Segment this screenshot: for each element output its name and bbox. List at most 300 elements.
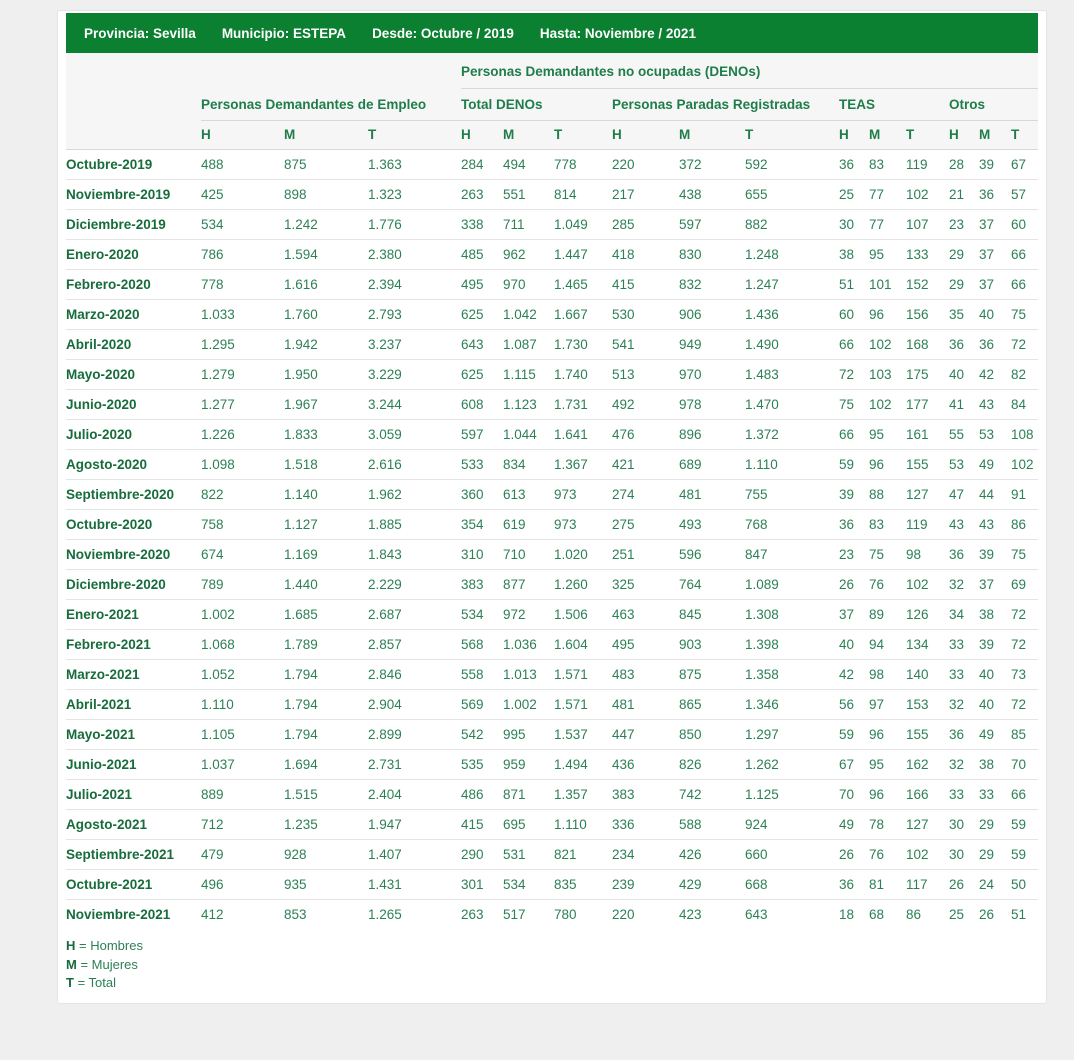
value-cell: 26 [949, 870, 979, 900]
value-cell: 1.247 [745, 270, 839, 300]
value-cell: 168 [906, 330, 949, 360]
value-cell: 970 [503, 270, 554, 300]
value-cell: 47 [949, 480, 979, 510]
value-cell: 83 [869, 510, 906, 540]
value-cell: 534 [461, 600, 503, 630]
value-cell: 1.571 [554, 660, 612, 690]
value-cell: 38 [839, 240, 869, 270]
value-cell: 274 [612, 480, 679, 510]
value-cell: 59 [839, 720, 869, 750]
value-cell: 42 [979, 360, 1011, 390]
value-cell: 1.730 [554, 330, 612, 360]
value-cell: 166 [906, 780, 949, 810]
value-cell: 84 [1011, 390, 1038, 420]
value-cell: 712 [201, 810, 284, 840]
month-label: Julio-2020 [66, 420, 201, 450]
value-cell: 301 [461, 870, 503, 900]
value-cell: 94 [869, 630, 906, 660]
value-cell: 1.002 [201, 600, 284, 630]
value-cell: 102 [906, 180, 949, 210]
subheader-t: T [745, 121, 839, 150]
table-row [66, 780, 1038, 810]
value-cell: 26 [839, 840, 869, 870]
value-cell: 57 [1011, 180, 1038, 210]
value-cell: 535 [461, 750, 503, 780]
value-cell: 695 [503, 810, 554, 840]
value-cell: 53 [979, 420, 1011, 450]
value-cell: 36 [949, 720, 979, 750]
value-cell: 495 [461, 270, 503, 300]
value-cell: 40 [839, 630, 869, 660]
value-cell: 1.776 [368, 210, 461, 240]
value-cell: 72 [1011, 330, 1038, 360]
month-label: Octubre-2020 [66, 510, 201, 540]
value-cell: 96 [869, 450, 906, 480]
value-cell: 33 [979, 780, 1011, 810]
value-cell: 40 [979, 690, 1011, 720]
value-cell: 569 [461, 690, 503, 720]
value-cell: 1.357 [554, 780, 612, 810]
value-cell: 488 [201, 150, 284, 180]
value-cell: 1.616 [284, 270, 368, 300]
subheader-t: T [368, 121, 461, 150]
value-cell: 592 [745, 150, 839, 180]
value-cell: 1.694 [284, 750, 368, 780]
value-cell: 36 [839, 870, 869, 900]
value-cell: 1.398 [745, 630, 839, 660]
value-cell: 24 [979, 870, 1011, 900]
value-cell: 156 [906, 300, 949, 330]
value-cell: 42 [839, 660, 869, 690]
value-cell: 1.447 [554, 240, 612, 270]
value-cell: 517 [503, 900, 554, 930]
value-cell: 898 [284, 180, 368, 210]
value-cell: 972 [503, 600, 554, 630]
value-cell: 822 [201, 480, 284, 510]
table-row [66, 450, 1038, 480]
value-cell: 742 [679, 780, 745, 810]
value-cell: 1.346 [745, 690, 839, 720]
value-cell: 338 [461, 210, 503, 240]
table-row [66, 300, 1038, 330]
value-cell: 485 [461, 240, 503, 270]
subheader-m: M [503, 121, 554, 150]
value-cell: 758 [201, 510, 284, 540]
value-cell: 486 [461, 780, 503, 810]
value-cell: 60 [839, 300, 869, 330]
value-cell: 49 [979, 450, 1011, 480]
value-cell: 1.967 [284, 390, 368, 420]
value-cell: 1.295 [201, 330, 284, 360]
value-cell: 26 [979, 900, 1011, 930]
value-cell: 1.833 [284, 420, 368, 450]
value-cell: 360 [461, 480, 503, 510]
legend-key: H [66, 938, 76, 953]
value-cell: 1.470 [745, 390, 839, 420]
value-cell: 60 [1011, 210, 1038, 240]
report-title-bar [66, 13, 1038, 53]
value-cell: 1.436 [745, 300, 839, 330]
value-cell: 1.277 [201, 390, 284, 420]
value-cell: 1.033 [201, 300, 284, 330]
value-cell: 1.571 [554, 690, 612, 720]
value-cell: 832 [679, 270, 745, 300]
value-cell: 217 [612, 180, 679, 210]
value-cell: 39 [979, 150, 1011, 180]
value-cell: 66 [1011, 240, 1038, 270]
value-cell: 107 [906, 210, 949, 240]
value-cell: 161 [906, 420, 949, 450]
month-column-spacer [66, 89, 201, 121]
value-cell: 30 [949, 810, 979, 840]
value-cell: 643 [461, 330, 503, 360]
table-row [66, 870, 1038, 900]
value-cell: 66 [1011, 780, 1038, 810]
value-cell: 2.899 [368, 720, 461, 750]
value-cell: 220 [612, 150, 679, 180]
table-row [66, 150, 1038, 180]
value-cell: 479 [201, 840, 284, 870]
value-cell: 1.098 [201, 450, 284, 480]
value-cell: 263 [461, 900, 503, 930]
value-cell: 1.440 [284, 570, 368, 600]
value-cell: 56 [839, 690, 869, 720]
value-cell: 674 [201, 540, 284, 570]
value-cell: 1.407 [368, 840, 461, 870]
value-cell: 72 [1011, 600, 1038, 630]
value-cell: 780 [554, 900, 612, 930]
value-cell: 102 [869, 390, 906, 420]
value-cell: 97 [869, 690, 906, 720]
value-cell: 1.242 [284, 210, 368, 240]
value-cell: 43 [979, 390, 1011, 420]
value-cell: 882 [745, 210, 839, 240]
value-cell: 778 [554, 150, 612, 180]
table-row [66, 900, 1038, 930]
value-cell: 239 [612, 870, 679, 900]
value-cell: 290 [461, 840, 503, 870]
month-label: Abril-2021 [66, 690, 201, 720]
value-cell: 263 [461, 180, 503, 210]
table-row [66, 420, 1038, 450]
table-row [66, 510, 1038, 540]
value-cell: 850 [679, 720, 745, 750]
value-cell: 72 [1011, 690, 1038, 720]
value-cell: 3.059 [368, 420, 461, 450]
value-cell: 830 [679, 240, 745, 270]
value-cell: 530 [612, 300, 679, 330]
table-row [66, 540, 1038, 570]
value-cell: 95 [869, 240, 906, 270]
value-cell: 39 [979, 630, 1011, 660]
value-cell: 928 [284, 840, 368, 870]
value-cell: 126 [906, 600, 949, 630]
value-cell: 619 [503, 510, 554, 540]
value-cell: 1.235 [284, 810, 368, 840]
value-cell: 1.036 [503, 630, 554, 660]
subheader-t: T [1011, 121, 1038, 150]
value-cell: 1.037 [201, 750, 284, 780]
month-label: Septiembre-2021 [66, 840, 201, 870]
group-header-row [66, 89, 1038, 121]
deno-span-row [66, 53, 1038, 89]
value-cell: 18 [839, 900, 869, 930]
value-cell: 284 [461, 150, 503, 180]
subheader-h: H [949, 121, 979, 150]
value-cell: 1.125 [745, 780, 839, 810]
value-cell: 36 [839, 150, 869, 180]
value-cell: 588 [679, 810, 745, 840]
value-cell: 98 [869, 660, 906, 690]
value-cell: 1.490 [745, 330, 839, 360]
month-label: Agosto-2020 [66, 450, 201, 480]
value-cell: 1.363 [368, 150, 461, 180]
value-cell: 1.843 [368, 540, 461, 570]
value-cell: 1.013 [503, 660, 554, 690]
value-cell: 70 [1011, 750, 1038, 780]
value-cell: 835 [554, 870, 612, 900]
value-cell: 426 [679, 840, 745, 870]
value-cell: 1.308 [745, 600, 839, 630]
value-cell: 23 [949, 210, 979, 240]
value-cell: 36 [979, 330, 1011, 360]
table-row [66, 390, 1038, 420]
value-cell: 1.110 [201, 690, 284, 720]
value-cell: 1.068 [201, 630, 284, 660]
month-label: Julio-2021 [66, 780, 201, 810]
subheader-row [66, 121, 1038, 150]
value-cell: 1.515 [284, 780, 368, 810]
pde-span-spacer [201, 53, 461, 89]
value-cell: 668 [745, 870, 839, 900]
value-cell: 83 [869, 150, 906, 180]
value-cell: 483 [612, 660, 679, 690]
value-cell: 1.297 [745, 720, 839, 750]
value-cell: 2.229 [368, 570, 461, 600]
value-cell: 1.494 [554, 750, 612, 780]
value-cell: 513 [612, 360, 679, 390]
value-cell: 1.885 [368, 510, 461, 540]
value-cell: 978 [679, 390, 745, 420]
legend [66, 937, 1038, 993]
value-cell: 481 [612, 690, 679, 720]
group-header-teas: TEAS [839, 89, 949, 121]
value-cell: 66 [839, 420, 869, 450]
value-cell: 481 [679, 480, 745, 510]
value-cell: 1.110 [745, 450, 839, 480]
value-cell: 43 [949, 510, 979, 540]
value-cell: 973 [554, 480, 612, 510]
value-cell: 906 [679, 300, 745, 330]
value-cell: 96 [869, 300, 906, 330]
value-cell: 423 [679, 900, 745, 930]
value-cell: 1.248 [745, 240, 839, 270]
value-cell: 102 [906, 570, 949, 600]
value-cell: 865 [679, 690, 745, 720]
value-cell: 558 [461, 660, 503, 690]
value-cell: 534 [503, 870, 554, 900]
value-cell: 40 [979, 660, 1011, 690]
value-cell: 2.687 [368, 600, 461, 630]
month-column-spacer [66, 53, 201, 89]
value-cell: 75 [839, 390, 869, 420]
value-cell: 96 [869, 780, 906, 810]
value-cell: 1.740 [554, 360, 612, 390]
value-cell: 1.358 [745, 660, 839, 690]
value-cell: 67 [839, 750, 869, 780]
value-cell: 155 [906, 720, 949, 750]
value-cell: 155 [906, 450, 949, 480]
value-cell: 496 [201, 870, 284, 900]
value-cell: 30 [949, 840, 979, 870]
subheader-m: M [284, 121, 368, 150]
value-cell: 51 [839, 270, 869, 300]
month-label: Junio-2021 [66, 750, 201, 780]
value-cell: 66 [839, 330, 869, 360]
value-cell: 533 [461, 450, 503, 480]
value-cell: 625 [461, 360, 503, 390]
value-cell: 821 [554, 840, 612, 870]
value-cell: 826 [679, 750, 745, 780]
value-cell: 995 [503, 720, 554, 750]
value-cell: 108 [1011, 420, 1038, 450]
value-cell: 72 [839, 360, 869, 390]
value-cell: 1.323 [368, 180, 461, 210]
value-cell: 102 [906, 840, 949, 870]
value-cell: 1.115 [503, 360, 554, 390]
value-cell: 30 [839, 210, 869, 240]
value-cell: 59 [1011, 810, 1038, 840]
subheader-h: H [201, 121, 284, 150]
group-header-otros: Otros [949, 89, 1038, 121]
value-cell: 436 [612, 750, 679, 780]
value-cell: 77 [869, 180, 906, 210]
value-cell: 39 [839, 480, 869, 510]
value-cell: 36 [839, 510, 869, 540]
value-cell: 1.260 [554, 570, 612, 600]
subheader-m: M [869, 121, 906, 150]
table-row [66, 810, 1038, 840]
table-row [66, 360, 1038, 390]
value-cell: 285 [612, 210, 679, 240]
value-cell: 37 [979, 270, 1011, 300]
legend-item: T = Total [66, 975, 116, 990]
value-cell: 354 [461, 510, 503, 540]
value-cell: 421 [612, 450, 679, 480]
value-cell: 43 [979, 510, 1011, 540]
value-cell: 177 [906, 390, 949, 420]
provincia-label: Provincia: Sevilla [84, 25, 196, 41]
value-cell: 2.731 [368, 750, 461, 780]
value-cell: 1.372 [745, 420, 839, 450]
value-cell: 1.049 [554, 210, 612, 240]
value-cell: 1.140 [284, 480, 368, 510]
value-cell: 542 [461, 720, 503, 750]
value-cell: 959 [503, 750, 554, 780]
value-cell: 1.087 [503, 330, 554, 360]
month-label: Diciembre-2020 [66, 570, 201, 600]
value-cell: 95 [869, 420, 906, 450]
table-row [66, 720, 1038, 750]
value-cell: 3.237 [368, 330, 461, 360]
value-cell: 476 [612, 420, 679, 450]
value-cell: 21 [949, 180, 979, 210]
value-cell: 50 [1011, 870, 1038, 900]
value-cell: 949 [679, 330, 745, 360]
month-label: Enero-2021 [66, 600, 201, 630]
subheader-m: M [979, 121, 1011, 150]
value-cell: 871 [503, 780, 554, 810]
month-label: Febrero-2021 [66, 630, 201, 660]
value-cell: 834 [503, 450, 554, 480]
value-cell: 310 [461, 540, 503, 570]
legend-item: M = Mujeres [66, 956, 138, 972]
value-cell: 33 [949, 780, 979, 810]
value-cell: 34 [949, 600, 979, 630]
value-cell: 29 [979, 840, 1011, 870]
value-cell: 38 [979, 750, 1011, 780]
value-cell: 1.518 [284, 450, 368, 480]
value-cell: 924 [745, 810, 839, 840]
value-cell: 2.857 [368, 630, 461, 660]
value-cell: 1.794 [284, 660, 368, 690]
value-cell: 1.794 [284, 720, 368, 750]
value-cell: 789 [201, 570, 284, 600]
value-cell: 608 [461, 390, 503, 420]
value-cell: 597 [679, 210, 745, 240]
value-cell: 41 [949, 390, 979, 420]
value-cell: 51 [1011, 900, 1038, 930]
value-cell: 67 [1011, 150, 1038, 180]
table-row [66, 840, 1038, 870]
value-cell: 1.123 [503, 390, 554, 420]
value-cell: 73 [1011, 660, 1038, 690]
value-cell: 75 [1011, 540, 1038, 570]
value-cell: 415 [612, 270, 679, 300]
value-cell: 40 [979, 300, 1011, 330]
value-cell: 85 [1011, 720, 1038, 750]
value-cell: 877 [503, 570, 554, 600]
value-cell: 1.265 [368, 900, 461, 930]
value-cell: 534 [201, 210, 284, 240]
value-cell: 68 [869, 900, 906, 930]
value-cell: 847 [745, 540, 839, 570]
value-cell: 1.483 [745, 360, 839, 390]
value-cell: 1.950 [284, 360, 368, 390]
value-cell: 1.685 [284, 600, 368, 630]
value-cell: 75 [869, 540, 906, 570]
value-cell: 1.641 [554, 420, 612, 450]
value-cell: 1.279 [201, 360, 284, 390]
deno-span-header: Personas Demandantes no ocupadas (DENOs) [461, 53, 1038, 89]
value-cell: 76 [869, 570, 906, 600]
value-cell: 220 [612, 900, 679, 930]
report-card [57, 10, 1047, 1004]
value-cell: 336 [612, 810, 679, 840]
value-cell: 69 [1011, 570, 1038, 600]
value-cell: 1.667 [554, 300, 612, 330]
value-cell: 103 [869, 360, 906, 390]
value-cell: 1.962 [368, 480, 461, 510]
value-cell: 962 [503, 240, 554, 270]
table-row [66, 750, 1038, 780]
value-cell: 133 [906, 240, 949, 270]
value-cell: 660 [745, 840, 839, 870]
value-cell: 2.394 [368, 270, 461, 300]
value-cell: 1.105 [201, 720, 284, 750]
value-cell: 86 [906, 900, 949, 930]
legend-key: M [66, 956, 77, 972]
